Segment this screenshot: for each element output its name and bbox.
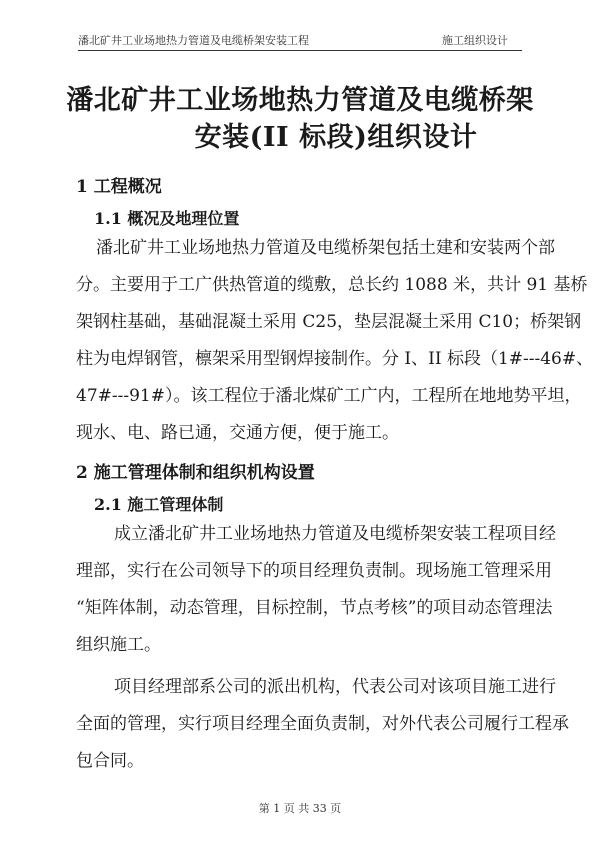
section-1-heading: 1 工程概况 [76, 177, 162, 197]
document-title-line2: 安装(II 标段)组织设计 [194, 122, 478, 153]
section-2-heading: 2 施工管理体制和组织机构设置 [76, 463, 315, 483]
section-1-1-heading: 1.1 概况及地理位置 [94, 209, 240, 228]
page-number: 第 1 页 共 33 页 [258, 802, 342, 815]
paragraph-line: 成立潘北矿井工业场地热力管道及电缆桥架安装工程项目经 [114, 524, 556, 544]
paragraph-line: 项目经理部系公司的派出机构，代表公司对该项目施工进行 [114, 677, 556, 697]
paragraph-line: 架钢柱基础，基础混凝土采用 C25，垫层混凝土采用 C10；桥架钢 [76, 312, 582, 332]
paragraph-line: 现水、电、路已通，交通方便，便于施工。 [76, 423, 399, 443]
paragraph-line: 柱为电焊钢管，檩架采用型钢焊接制作。分 I、II 标段（1#---46#、 [76, 349, 594, 369]
paragraph-line: 全面的管理，实行项目经理全面负责制，对外代表公司履行工程承 [76, 714, 569, 734]
paragraph-line: 分。主要用于工广供热管道的缆敷，总长约 1088 米，共计 91 基桥 [76, 275, 588, 295]
page-header [78, 28, 522, 51]
paragraph-line: “矩阵体制，动态管理，目标控制，节点考核”的项目动态管理法 [76, 598, 553, 618]
section-2-1-heading: 2.1 施工管理体制 [94, 495, 224, 514]
paragraph-line: 理部，实行在公司领导下的项目经理负责制。现场施工管理采用 [76, 561, 552, 581]
paragraph-line: 47#---91#）。该工程位于潘北煤矿工广内，工程所在地地势平坦， [76, 386, 582, 406]
paragraph-line: 包合同。 [76, 751, 144, 771]
paragraph-line: 组织施工。 [76, 635, 161, 655]
paragraph-line: 潘北矿井工业场地热力管道及电缆桥架包括土建和安装两个部 [96, 238, 555, 258]
header-doc-type: 施工组织设计 [442, 34, 508, 47]
document-title-line1: 潘北矿井工业场地热力管道及电缆桥架 [66, 85, 534, 116]
header-project-name: 潘北矿井工业场地热力管道及电缆桥架安装工程 [78, 34, 309, 47]
